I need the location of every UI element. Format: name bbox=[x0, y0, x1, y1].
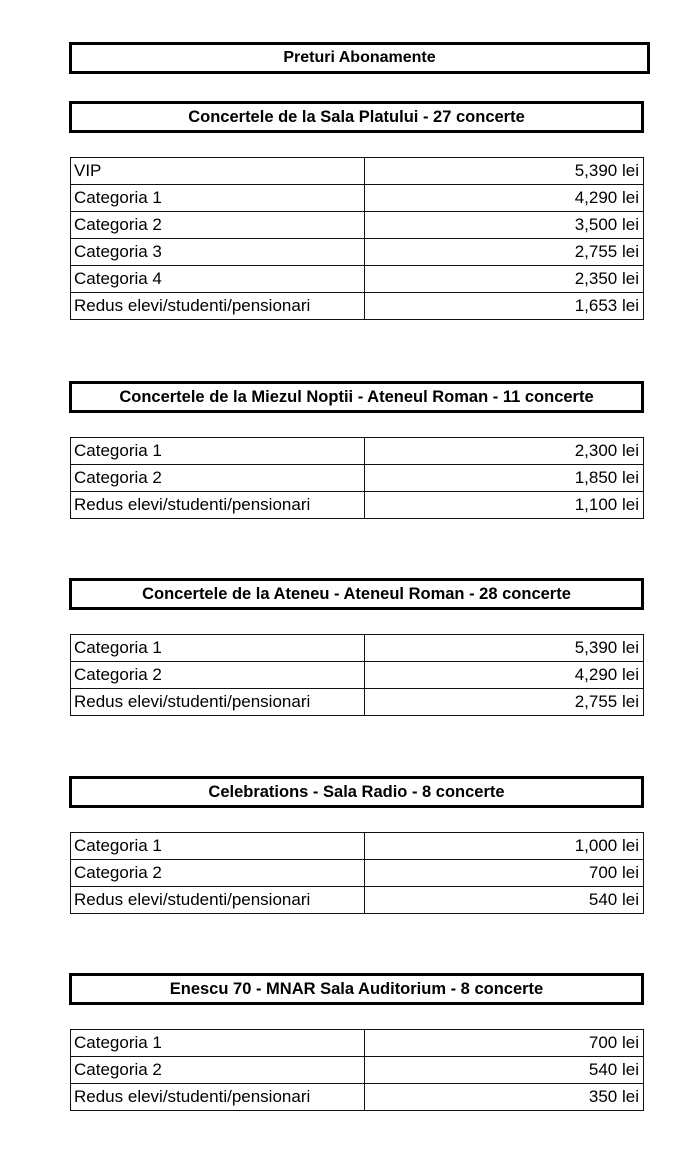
category-cell: Categoria 1 bbox=[71, 438, 365, 465]
table-row bbox=[71, 158, 644, 185]
category-cell: Redus elevi/studenti/pensionari bbox=[71, 492, 365, 519]
category-cell: Categoria 2 bbox=[71, 662, 365, 689]
category-cell: Categoria 1 bbox=[71, 185, 365, 212]
category-cell: Categoria 2 bbox=[71, 1057, 365, 1084]
table-row bbox=[71, 1057, 644, 1084]
price-table bbox=[70, 832, 644, 914]
category-cell: Categoria 2 bbox=[71, 465, 365, 492]
table-row bbox=[71, 185, 644, 212]
page-title-text: Preturi Abonamente bbox=[283, 49, 436, 66]
price-cell: 1,100 lei bbox=[365, 492, 644, 519]
category-cell: Redus elevi/studenti/pensionari bbox=[71, 689, 365, 716]
price-cell: 2,755 lei bbox=[365, 239, 644, 266]
category-cell: Categoria 1 bbox=[71, 833, 365, 860]
table-row bbox=[71, 635, 644, 662]
section-ateneu bbox=[69, 578, 645, 716]
table-row bbox=[71, 293, 644, 320]
price-cell: 1,000 lei bbox=[365, 833, 644, 860]
price-cell: 350 lei bbox=[365, 1084, 644, 1111]
table-row bbox=[71, 1030, 644, 1057]
section-celebrations bbox=[69, 776, 645, 914]
table-row bbox=[71, 689, 644, 716]
section-sala-platului bbox=[69, 101, 645, 320]
section-miezul-noptii bbox=[69, 381, 645, 519]
price-table bbox=[70, 1029, 644, 1111]
section-header-text: Celebrations - Sala Radio - 8 concerte bbox=[208, 782, 505, 801]
section-enescu-70 bbox=[69, 973, 645, 1111]
category-cell: Categoria 1 bbox=[71, 635, 365, 662]
category-cell: Redus elevi/studenti/pensionari bbox=[71, 887, 365, 914]
price-cell: 1,653 lei bbox=[365, 293, 644, 320]
price-cell: 700 lei bbox=[365, 1030, 644, 1057]
price-cell: 5,390 lei bbox=[365, 635, 644, 662]
section-header-text: Concertele de la Miezul Noptii - Ateneul Roman - 11 concerte bbox=[119, 387, 594, 406]
table-row bbox=[71, 438, 644, 465]
price-cell: 1,850 lei bbox=[365, 465, 644, 492]
price-cell: 700 lei bbox=[365, 860, 644, 887]
price-cell: 3,500 lei bbox=[365, 212, 644, 239]
category-cell: Categoria 2 bbox=[71, 860, 365, 887]
table-row bbox=[71, 833, 644, 860]
table-row bbox=[71, 266, 644, 293]
table-row bbox=[71, 662, 644, 689]
category-cell: Categoria 4 bbox=[71, 266, 365, 293]
section-header bbox=[69, 578, 644, 610]
category-cell: VIP bbox=[71, 158, 365, 185]
table-row bbox=[71, 1084, 644, 1111]
section-header bbox=[69, 381, 644, 413]
table-row bbox=[71, 492, 644, 519]
table-row bbox=[71, 239, 644, 266]
section-header bbox=[69, 101, 644, 133]
section-header-text: Enescu 70 - MNAR Sala Auditorium - 8 concerte bbox=[169, 979, 544, 998]
page-title bbox=[69, 42, 650, 74]
table-row bbox=[71, 212, 644, 239]
category-cell: Categoria 2 bbox=[71, 212, 365, 239]
price-table bbox=[70, 437, 644, 519]
category-cell: Categoria 3 bbox=[71, 239, 365, 266]
price-cell: 5,390 lei bbox=[365, 158, 644, 185]
section-header bbox=[69, 776, 644, 808]
section-header-text: Concertele de la Ateneu - Ateneul Roman - 28 concerte bbox=[142, 584, 571, 603]
section-header-text: Concertele de la Sala Platului - 27 concerte bbox=[188, 107, 525, 126]
price-cell: 2,755 lei bbox=[365, 689, 644, 716]
category-cell: Redus elevi/studenti/pensionari bbox=[71, 293, 365, 320]
price-cell: 540 lei bbox=[365, 887, 644, 914]
table-row bbox=[71, 887, 644, 914]
category-cell: Redus elevi/studenti/pensionari bbox=[71, 1084, 365, 1111]
table-row bbox=[71, 860, 644, 887]
table-row bbox=[71, 465, 644, 492]
price-cell: 4,290 lei bbox=[365, 662, 644, 689]
price-cell: 2,350 lei bbox=[365, 266, 644, 293]
category-cell: Categoria 1 bbox=[71, 1030, 365, 1057]
price-table bbox=[70, 634, 644, 716]
price-table bbox=[70, 157, 644, 320]
price-cell: 540 lei bbox=[365, 1057, 644, 1084]
section-header bbox=[69, 973, 644, 1005]
price-cell: 4,290 lei bbox=[365, 185, 644, 212]
price-cell: 2,300 lei bbox=[365, 438, 644, 465]
